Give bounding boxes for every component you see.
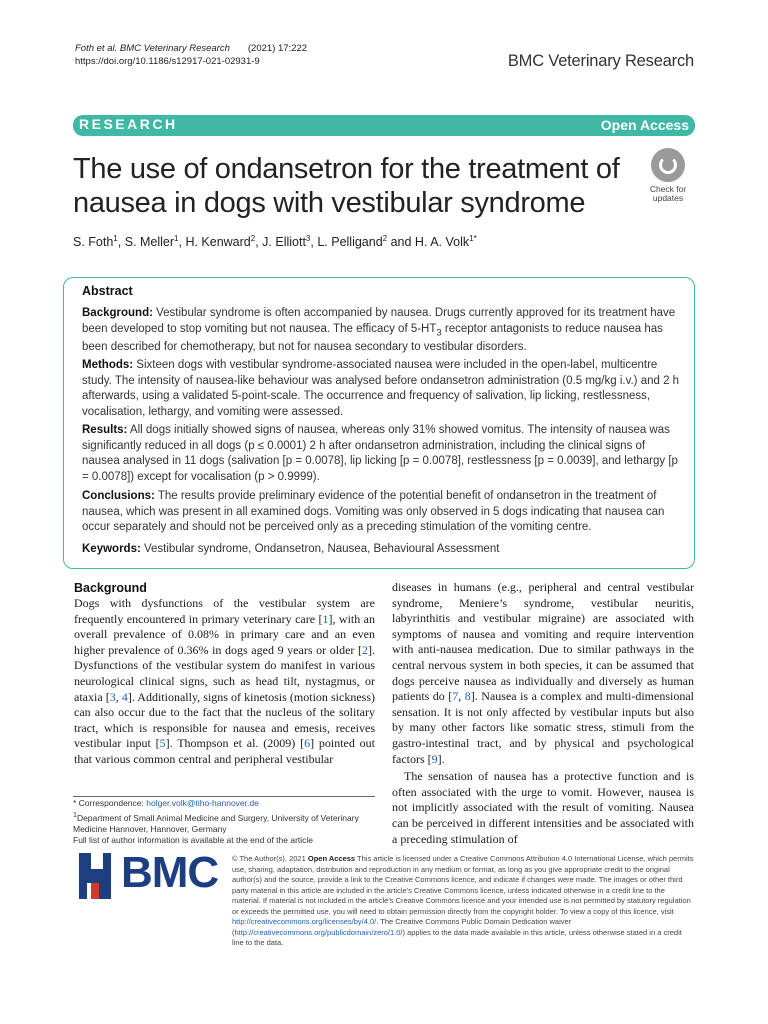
- open-access-label: Open Access: [600, 117, 689, 133]
- reference-link[interactable]: 8: [464, 689, 471, 704]
- citation-year: (2021) 17:222: [247, 43, 308, 54]
- reference-link[interactable]: 6: [304, 736, 311, 751]
- reference-link[interactable]: 5: [159, 736, 166, 751]
- journal-name: BMC Veterinary Research: [507, 52, 694, 70]
- check-for-updates-badge[interactable]: [643, 148, 693, 202]
- footnotes: [73, 796, 375, 847]
- cc0-waiver-link[interactable]: http://creativecommons.org/publicdomain/zero/1.0/: [234, 927, 403, 937]
- author-affiliation-marker: 2: [382, 234, 388, 243]
- reference-link[interactable]: 1: [322, 611, 329, 626]
- body-paragraph: Dogs with dysfunctions of the vestibular system are frequently encountered in primary veterinary care [1], with an overall prevalence of 0.08% in primary care and an even higher prevalence of 0.36% in dogs aged 9 years or older [2]. Dysfunctions of the vestibular system do manifest in various neurological clinical signs, such as head tilt, nystagmus, or ataxia [3, 4]. Additionally, signs of kinetosis (motion sickness) can also occur due to the fact that the nucleus of the solitary tract, which is responsible for nausea and emesis, receives vestibular input [5]. Thompson et al. (2009) [6] pointed out that various common central and peripheral vestibular: [74, 596, 376, 766]
- reference-link[interactable]: 9: [431, 751, 438, 766]
- check-updates-icon: [651, 148, 685, 182]
- affiliation-note: $^1$Department of Small Animal Medicine and Surgery, University of Veterinary Medicine Hannover, Hannover, Germany: [73, 810, 359, 834]
- body-paragraph: diseases in humans (e.g., peripheral and central vestibular syndrome, Meniere’s syndrome, vestibular neuritis, labyrinthitis and vestibular migraine) are associated with symptoms of nausea and vomiting and require intervention with anti-nausea medication. Due to similar pathways in the central nervous system in both species, it can be assumed that dogs perceive nausea as individually and diversely as human patients do [7, 8]. Nausea is a complex and multi-dimensional sensation. It is not only affected by vestibular inputs but also by many other factors like somatic stress, stimuli from the gastro-intestinal tract, and by physical and psychological factors [9].: [392, 580, 695, 766]
- body-paragraph: The sensation of nausea has a protective function and is often associated with the urge to vomit. However, nausea is not implicitly associated with the result of vomiting. Nausea can be perceived in different intensities and be associated with a preceding stimulation of: [392, 769, 694, 846]
- author-affiliation-marker: 1: [113, 234, 118, 243]
- author-name: J. Elliott: [262, 235, 306, 250]
- author-name: S. Foth: [73, 235, 114, 250]
- abstract-conclusions: Conclusions: The results provide preliminary evidence of the potential benefit of ondansetron in the treatment of nausea, which was present in all examined dogs. Vomiting was only observed in 5 dogs indicating that nausea can occur separately and should not be perceived only as a preceding stimulation of the vomiting centre.: [82, 490, 665, 533]
- abstract-title: Abstract: [82, 284, 133, 298]
- citation-authors: Foth et al. BMC Veterinary Research: [75, 43, 230, 54]
- author-name: H. A. Volk: [414, 235, 470, 250]
- reference-link[interactable]: 3: [109, 689, 116, 704]
- body-column-right: [392, 580, 694, 847]
- abstract-box: [63, 277, 695, 569]
- full-author-info-note: Full list of author information is available at the end of the article: [73, 835, 314, 846]
- section-heading: Background: [74, 581, 147, 595]
- abstract-methods: Methods: Sixteen dogs with vestibular syndrome-associated nausea were included in the open-label, multicentre study. The intensity of nausea-like behaviour was analysed before ondansetron administration (0.5 mg/kg i.v.) and 2 h afterwards, using a validated 5-point-scale. The occurrence and frequency of salivation, lip licking, restlessness, vocalisation, lethargy, and vomiting were assessed.: [82, 359, 680, 418]
- author-affiliation-marker: 3: [305, 234, 311, 243]
- citation-header: [75, 42, 307, 68]
- reference-link[interactable]: 2: [362, 642, 368, 657]
- author-list: S. Foth$^1$, S. Meller$^1$, H. Kenward$^2$, J. Elliott$^3$, L. Pelligand$^2$ and H. A. Volk$^{1*}$: [73, 234, 477, 250]
- check-updates-label: Check for updates: [649, 184, 687, 203]
- author-affiliation-marker: 1*: [469, 234, 477, 243]
- author-name: L. Pelligand: [317, 235, 383, 250]
- article-type-label: RESEARCH: [79, 116, 178, 132]
- reference-link[interactable]: 4: [121, 689, 128, 704]
- author-name: S. Meller: [124, 235, 175, 250]
- doi-link[interactable]: https://doi.org/10.1186/s12917-021-02931-9: [75, 56, 260, 67]
- cc-by-license-link[interactable]: http://creativecommons.org/licenses/by/4.0/: [232, 917, 377, 926]
- bmc-logo-mark-icon: [75, 851, 115, 901]
- abstract-background: Background: Vestibular syndrome is often accompanied by nausea. Drugs currently approved for its treatment have been developed to stop vomiting but not nausea. The efficacy of $5-HT_3$ receptor antagonists to reduce nausea has been described for chemotherapy, but not for nausea secondary to vestibular disorders.: [82, 307, 676, 354]
- author-name: H. Kenward: [185, 235, 251, 250]
- license-statement: © The Author(s). 2021 Open Access This article is licensed under a Creative Commons Attribution 4.0 International License, which permits use, sharing, adaptation, distribution and reproduction in any medium or format, as long as you give appropriate credit to the original author(s) and the source, provide a link to the Creative Commons licence, and indicate if changes were made. The images or other third party material in this article are included in the article's Creative Commons licence, unless indicated otherwise in a credit line to the material. If material is not included in the article's Creative Commons licence and your intended use is not permitted by statutory regulation or exceeds the permitted use, you will need to obtain permission directly from the copyright holder. To view a copy of this licence, visit http://creativecommons.org/licenses/by/4.0/. The Creative Commons Public Domain Dedication waiver (http://creativecommons.org/publicdomain/zero/1.0/) applies to the data made available in this article, unless otherwise stated in a credit line to the data.: [232, 854, 694, 947]
- reference-link[interactable]: 7: [452, 689, 459, 704]
- article-title: The use of ondansetron for the treatment of nausea in dogs with vestibular syndrome: [73, 153, 620, 219]
- citation-line-1: [75, 42, 307, 55]
- abstract-results: Results: All dogs initially showed signs of nausea, whereas only 31% showed vomitus. The intensity of nausea was significantly reduced in all dogs (p ≤ 0.0001) 2 h after ondansetron administration, including the clinical signs of nausea analysed in 11 dogs (salivation [p = 0.0078], lip licking [p = 0.0078], restlessness [p = 0.0039], and lethargy [p = 0.0078]) except for vocalisation (p > 0.9999).: [82, 424, 678, 483]
- article-type-banner: [73, 115, 695, 136]
- correspondence-note: * Correspondence: holger.volk@tiho-hannover.de: [73, 798, 259, 808]
- bmc-logo-wordmark: BMC: [121, 848, 219, 897]
- author-affiliation-marker: 1: [174, 234, 179, 243]
- bmc-logo: [75, 848, 219, 903]
- body-column-left: [74, 580, 375, 768]
- author-affiliation-marker: 2: [250, 234, 256, 243]
- correspondence-email[interactable]: holger.volk@tiho-hannover.de: [146, 798, 259, 808]
- abstract-keywords: Keywords: Vestibular syndrome, Ondansetron, Nausea, Behavioural Assessment: [82, 543, 500, 555]
